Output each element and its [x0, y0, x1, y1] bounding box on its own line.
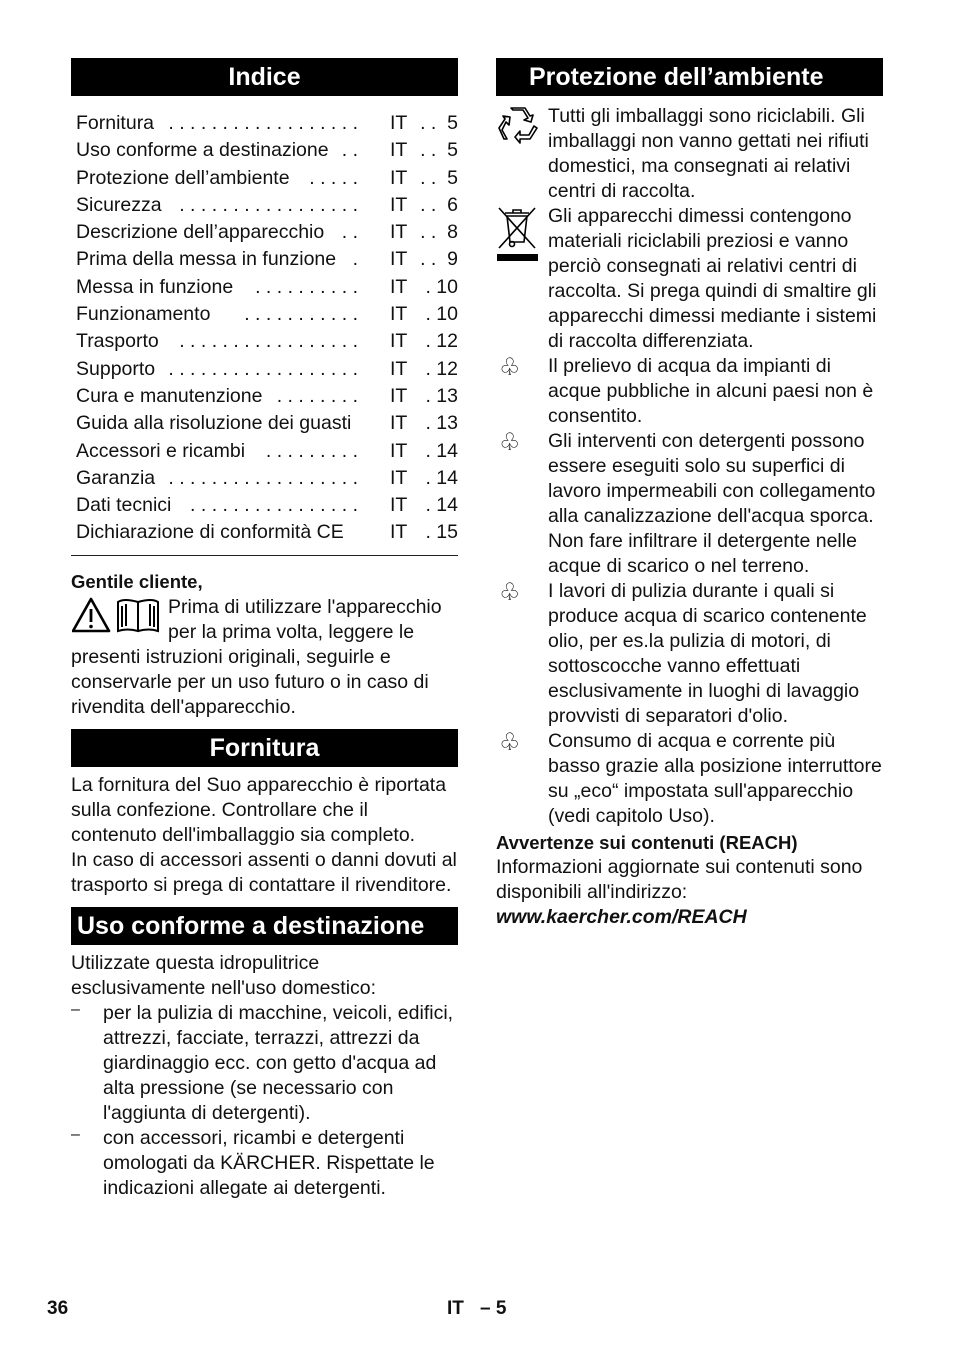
toc-language: IT — [390, 357, 408, 380]
toc-row[interactable] — [71, 410, 458, 437]
footer-section: IT — [447, 1298, 464, 1319]
notice-text-continued: presenti istruzioni originali, seguirle e conservarle per un uso futuro o in caso di rivendita dell'apparecchio. — [71, 645, 429, 718]
toc-language: IT — [390, 439, 408, 462]
warning-manual-icon — [72, 597, 162, 633]
toc-title: Garanzia — [76, 466, 156, 489]
toc-language: IT — [390, 412, 408, 435]
toc-page-number: . 10 — [425, 303, 458, 326]
toc-title: Guida alla risoluzione dei guasti — [76, 412, 352, 435]
toc-title: Dati tecnici — [76, 494, 172, 517]
weee-item — [496, 204, 883, 354]
right-column — [496, 58, 883, 930]
toc-title: Fornitura — [76, 112, 155, 134]
recycle-text: Tutti gli imballaggi sono riciclabili. Gli imballaggi non vanno gettati nei rifiuti domestici, ma consegnati ai relativi centri di raccolta. — [548, 105, 869, 202]
toc-page-number: . 13 — [425, 384, 458, 407]
toc-title: Protezione dell’ambiente — [76, 166, 290, 189]
toc-leader-dots: . . . . . . . . . . . . . . . . . . — [168, 112, 358, 134]
dash-bullet: – — [71, 1125, 80, 1143]
toc-page-number: . 12 — [425, 357, 458, 380]
toc-page-number: . 14 — [425, 494, 458, 517]
env-item — [496, 354, 883, 429]
toc-title: Dichiarazione di conformità CE — [76, 521, 344, 544]
toc-row[interactable] — [71, 165, 458, 192]
env-item-text: Consumo di acqua e corrente più basso grazie alla posizione interruttore su „eco“ impostata sull'apparecchio (vedi capitolo Uso). — [548, 730, 882, 827]
toc-row[interactable] — [71, 328, 458, 355]
toc-language: IT — [390, 521, 408, 544]
dash-bullet: – — [71, 1000, 80, 1018]
toc-title: Funzionamento — [76, 303, 211, 326]
toc-page-number: . 14 — [425, 439, 458, 462]
toc-leader-dots: . . . . . . . . . . . . . . . . . — [179, 193, 358, 216]
toc-title: Accessori e ricambi — [76, 439, 246, 462]
toc-title: Sicurezza — [76, 193, 162, 216]
toc-title: Cura e manutenzione — [76, 384, 263, 407]
fornitura-paragraph-1: La fornitura del Suo apparecchio è riportata sulla confezione. Controllare che il contenuto dell'imballaggio sia completo. — [71, 773, 447, 846]
toc-language: IT — [390, 330, 408, 353]
toc-page-number: . . 8 — [420, 221, 458, 244]
greeting: Gentile cliente, — [71, 570, 203, 592]
notice-block — [71, 595, 458, 645]
toc-row[interactable] — [71, 137, 458, 164]
toc-page-number: . 15 — [425, 521, 458, 544]
list-item-text: con accessori, ricambi e detergenti omologati da KÄRCHER. Rispettate le indicazioni allegate ai detergenti. — [103, 1126, 435, 1199]
toc-leader-dots: . . . . . . . . . . . . . . . . . . — [168, 357, 358, 380]
recycle-item — [496, 104, 883, 204]
reach-heading: Avvertenze sui contenuti (REACH) — [496, 832, 798, 853]
toc-title: Uso conforme a destinazione — [76, 139, 329, 162]
toc-page-number: . . 5 — [420, 139, 458, 162]
toc-page-number: . . 9 — [420, 248, 458, 271]
toc-language: IT — [390, 139, 408, 162]
list-item-text: per la pulizia di macchine, veicoli, edifici, attrezzi, facciate, terrazzi, attrezzi da giardinaggio ecc. con getto d'acqua ad alta pressione (se necessario con l'aggiunta di detergenti). — [103, 1001, 454, 1124]
uso-heading: Uso conforme a destinazione — [71, 907, 458, 945]
toc-page-number: . 10 — [425, 275, 458, 298]
index-heading: Indice — [71, 58, 458, 96]
toc-leader-dots: . . . . . . . . . . . . . . . . — [190, 494, 358, 517]
toc-row[interactable] — [71, 274, 458, 301]
env-heading: Protezione dell’ambiente — [496, 58, 883, 96]
page-number: 36 — [47, 1298, 69, 1319]
list-item — [71, 1126, 458, 1201]
toc-row[interactable] — [71, 246, 458, 273]
crossed-bin-icon — [496, 204, 540, 264]
toc-divider — [71, 555, 458, 556]
list-item — [71, 1001, 458, 1126]
toc-language: IT — [390, 384, 408, 407]
footer-section-page: – 5 — [480, 1298, 507, 1319]
toc-language: IT — [390, 112, 408, 134]
toc-leader-dots: . . . . . — [309, 166, 358, 189]
toc-row[interactable] — [71, 110, 458, 137]
environment-icon: ♧ — [499, 429, 521, 456]
toc-language: IT — [390, 248, 408, 271]
manual-book-icon — [118, 600, 158, 631]
table-of-contents — [71, 110, 458, 547]
toc-language: IT — [390, 466, 408, 489]
toc-leader-dots: . . . . . . . . . . . — [244, 303, 358, 326]
reach-text: Informazioni aggiornate sui contenuti sono disponibili all'indirizzo: — [496, 856, 863, 903]
uso-intro: Utilizzate questa idropulitrice esclusivamente nell'uso domestico: — [71, 951, 377, 999]
toc-row[interactable] — [71, 219, 458, 246]
toc-row[interactable] — [71, 519, 458, 546]
fornitura-heading: Fornitura — [71, 729, 458, 767]
toc-title: Prima della messa in funzione — [76, 248, 337, 271]
env-item-text: Il prelievo di acqua da impianti di acque pubbliche in alcuni paesi non è consentito. — [548, 355, 874, 427]
toc-row[interactable] — [71, 356, 458, 383]
toc-leader-dots: . . . . . . . . . — [265, 439, 358, 462]
toc-leader-dots: . . . . . . . . . . . . . . . . . . — [168, 466, 358, 489]
toc-leader-dots: . . — [341, 139, 358, 162]
weee-text: Gli apparecchi dimessi contengono materiali riciclabili preziosi e vanno perciò consegnati ai relativi centri di raccolta. Si prega quindi di smaltire gli apparecchi dimessi mediante i sistemi di raccolta differenziata. — [548, 205, 877, 352]
warning-triangle-icon — [73, 599, 109, 631]
env-item — [496, 729, 883, 829]
toc-language: IT — [390, 275, 408, 298]
recycle-icon — [496, 106, 540, 146]
toc-leader-dots: . . — [341, 221, 358, 244]
toc-title: Descrizione dell’apparecchio — [76, 221, 325, 244]
fornitura-paragraph-2: In caso di accessori assenti o danni dovuti al trasporto si prega di contattare il rivenditore. — [71, 848, 457, 896]
toc-page-number: . . 5 — [420, 166, 458, 189]
toc-leader-dots: . . . . . . . . — [276, 384, 358, 407]
reach-link[interactable]: www.kaercher.com/REACH — [496, 906, 747, 928]
toc-row[interactable] — [71, 301, 458, 328]
toc-language: IT — [390, 221, 408, 244]
toc-page-number: . 13 — [425, 412, 458, 435]
env-item — [496, 579, 883, 729]
environment-icon: ♧ — [499, 354, 521, 381]
toc-row[interactable] — [71, 383, 458, 410]
toc-language: IT — [390, 303, 408, 326]
env-item-text: I lavori di pulizia durante i quali si produce acqua di scarico contenente olio, per es.la pulizia di motori, di sottoscocche vanno effettuati esclusivamente in luoghi di lavaggio provvisti di separatori d'olio. — [548, 580, 867, 727]
environment-icon: ♧ — [499, 579, 521, 606]
env-item-text: Gli interventi con detergenti possono essere eseguiti solo su superfici di lavoro impermeabili con collegamento alla canalizzazione dell'acqua sporca. Non fare infiltrare il detergente nelle acque di scarico o nel terreno. — [548, 430, 876, 577]
toc-page-number: . . 5 — [420, 112, 458, 134]
toc-leader-dots: . — [352, 248, 358, 271]
toc-page-number: . . 6 — [420, 193, 458, 216]
toc-title: Messa in funzione — [76, 275, 234, 298]
env-item — [496, 429, 883, 579]
left-column — [71, 58, 458, 1201]
toc-row[interactable] — [71, 438, 458, 465]
toc-leader-dots: . . . . . . . . . . . . . . . . . — [179, 330, 358, 353]
env-list — [496, 354, 883, 829]
toc-page-number: . 12 — [425, 330, 458, 353]
toc-title: Supporto — [76, 357, 156, 380]
toc-language: IT — [390, 193, 408, 216]
toc-page-number: . 14 — [425, 466, 458, 489]
notice-text: Prima di utilizzare l'apparecchio per la prima volta, leggere le — [168, 595, 442, 643]
toc-row[interactable] — [71, 192, 458, 219]
toc-language: IT — [390, 166, 408, 189]
toc-language: IT — [390, 494, 408, 517]
toc-title: Trasporto — [76, 330, 159, 353]
environment-icon: ♧ — [499, 729, 521, 756]
toc-leader-dots: . . . . . . . . . . — [255, 275, 358, 298]
toc-row[interactable] — [71, 465, 458, 492]
toc-row[interactable] — [71, 492, 458, 519]
